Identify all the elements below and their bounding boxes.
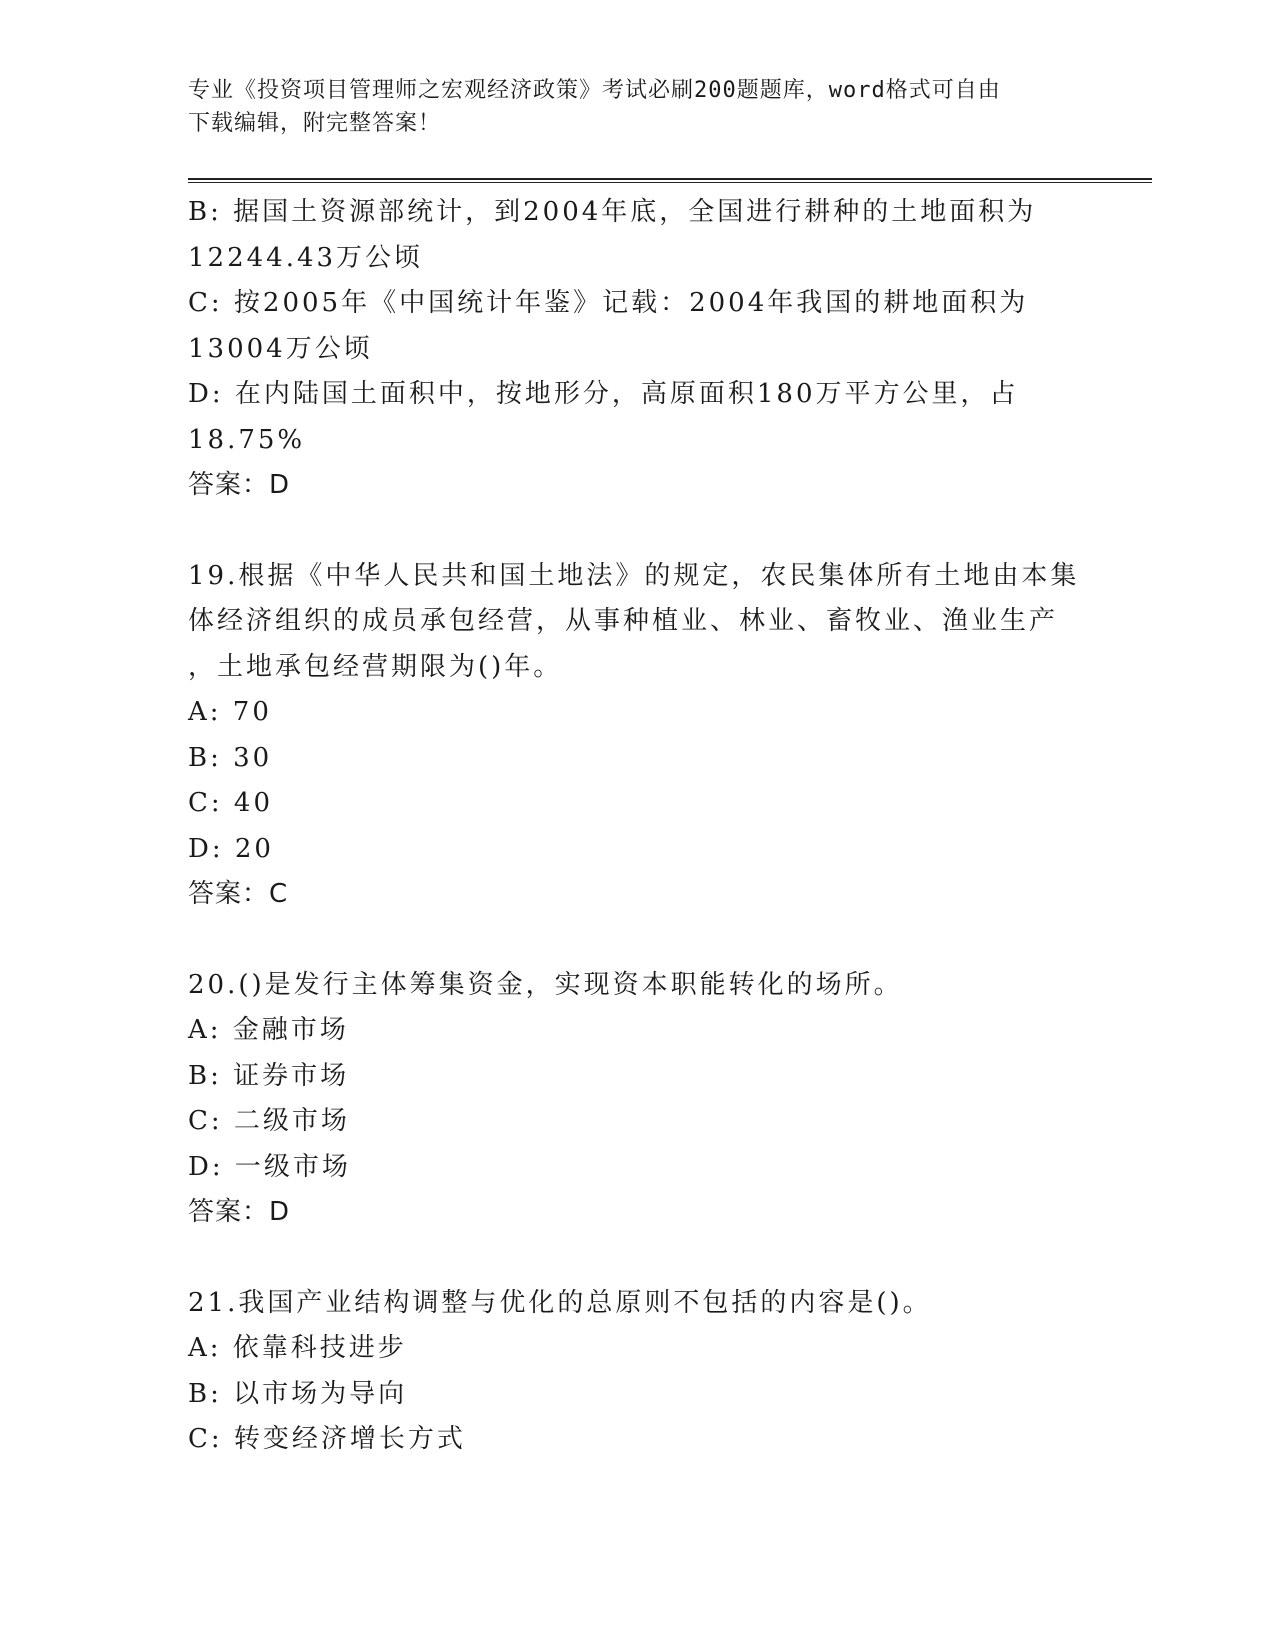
- option-d: D: 一级市场: [188, 1151, 351, 1182]
- option-b: B: 证券市场: [188, 1060, 350, 1091]
- question-21: [188, 1281, 1088, 1463]
- header-line-1: 专业《投资项目管理师之宏观经济政策》考试必刷200题题库，word格式可自由: [188, 78, 1001, 103]
- document-header: [188, 74, 1088, 140]
- question-18-tail: [188, 190, 1088, 509]
- question-19: [188, 554, 1088, 918]
- option-d: D: 20: [188, 833, 274, 864]
- option-c: C: 40: [188, 788, 274, 818]
- option-c-line-1: C: 按2005年《中国统计年鉴》记载：2004年我国的耕地面积为: [188, 288, 1029, 318]
- question-19-stem-3: ，土地承包经营期限为()年。: [188, 651, 563, 682]
- option-b-line-1: B: 据国土资源部统计，到2004年底，全国进行耕种的土地面积为: [188, 197, 1037, 227]
- option-c: C: 转变经济增长方式: [188, 1424, 466, 1454]
- option-c-line-2: 13004万公顷: [188, 333, 373, 364]
- option-b: B: 30: [188, 742, 273, 773]
- question-20: [188, 963, 1088, 1236]
- option-a: A: 金融市场: [188, 1015, 349, 1045]
- question-21-stem: 21.我国产业结构调整与优化的总原则不包括的内容是()。: [188, 1287, 932, 1318]
- question-content: [188, 190, 1088, 1463]
- option-c: C: 二级市场: [188, 1106, 350, 1136]
- header-line-2: 下载编辑，附完整答案！: [188, 111, 442, 136]
- option-d-line-1: D: 在内陆国土面积中，按地形分，高原面积180万平方公里，占: [188, 379, 1019, 409]
- answer-20: 答案：D: [188, 1197, 291, 1227]
- option-a: A: 依靠科技进步: [188, 1333, 407, 1363]
- option-b: B: 以市场为导向: [188, 1378, 408, 1409]
- question-20-stem: 20.()是发行主体筹集资金，实现资本职能转化的场所。: [188, 969, 903, 1000]
- question-19-stem-1: 19.根据《中华人民共和国土地法》的规定，农民集体所有土地由本集: [188, 560, 1080, 591]
- question-19-stem-2: 体经济组织的成员承包经营，从事种植业、林业、畜牧业、渔业生产: [188, 606, 1059, 636]
- option-d-line-2: 18.75%: [188, 424, 306, 455]
- option-b-line-2: 12244.43万公顷: [188, 242, 424, 273]
- option-a: A: 70: [188, 697, 272, 727]
- answer-18: 答案：D: [188, 470, 291, 500]
- header-divider: [188, 178, 1152, 183]
- answer-19: 答案：C: [188, 879, 289, 909]
